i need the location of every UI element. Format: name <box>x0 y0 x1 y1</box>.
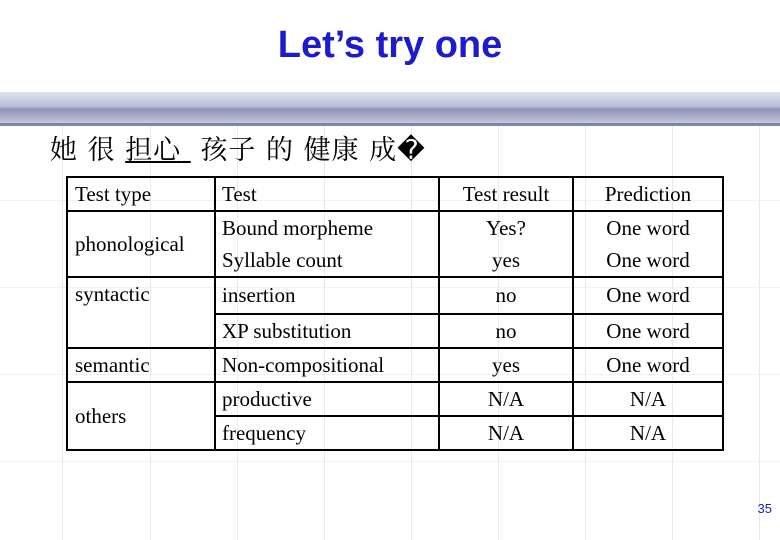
cell-test: Bound morpheme <box>215 211 439 244</box>
cell-prediction: One word <box>573 314 723 348</box>
header-prediction: Prediction <box>573 177 723 211</box>
cell-test: insertion <box>215 277 439 314</box>
group-syntactic-continued <box>67 314 215 348</box>
cell-result: no <box>439 277 573 314</box>
cell-result: yes <box>439 348 573 382</box>
table-row <box>67 211 723 244</box>
sentence-word: 成� <box>369 135 426 166</box>
cell-test: Syllable count <box>215 244 439 277</box>
grid-line <box>62 126 63 540</box>
sentence-word: 健康 <box>303 135 360 166</box>
title-rule-line <box>0 123 780 126</box>
cell-prediction: One word <box>573 277 723 314</box>
cell-result: Yes? <box>439 211 573 244</box>
cell-prediction: One word <box>573 244 723 277</box>
word-tests-table <box>66 176 724 451</box>
group-syntactic: syntactic <box>67 277 215 314</box>
table-row <box>67 382 723 416</box>
cell-prediction: One word <box>573 348 723 382</box>
sentence-word: 孩子 <box>200 135 257 166</box>
header-test: Test <box>215 177 439 211</box>
sentence-word: 很 <box>87 135 116 166</box>
cell-result: N/A <box>439 416 573 450</box>
group-semantic: semantic <box>67 348 215 382</box>
group-phonological: phonological <box>67 211 215 277</box>
sentence-word: 她 <box>50 135 78 166</box>
cell-prediction: One word <box>573 211 723 244</box>
cell-test: frequency <box>215 416 439 450</box>
table-row <box>67 314 723 348</box>
page-number: 35 <box>757 501 772 516</box>
grid-line <box>759 126 760 540</box>
cell-result: N/A <box>439 382 573 416</box>
slide-title: Let’s try one <box>277 24 503 66</box>
cell-result: no <box>439 314 573 348</box>
cell-test: Non-compositional <box>215 348 439 382</box>
table-row <box>67 348 723 382</box>
title-rule-band <box>0 92 780 124</box>
cell-test: XP substitution <box>215 314 439 348</box>
group-others: others <box>67 382 215 450</box>
header-test-type: Test type <box>67 177 215 211</box>
sentence-word: 的 <box>265 135 294 166</box>
table-row <box>67 277 723 314</box>
table-header-row <box>67 177 723 211</box>
cell-test: productive <box>215 382 439 416</box>
example-sentence <box>50 128 426 167</box>
grid-line <box>0 461 780 462</box>
sentence-word-target: 担心 <box>125 135 182 166</box>
header-test-result: Test result <box>439 177 573 211</box>
cell-result: yes <box>439 244 573 277</box>
cell-prediction: N/A <box>573 382 723 416</box>
cell-prediction: N/A <box>573 416 723 450</box>
